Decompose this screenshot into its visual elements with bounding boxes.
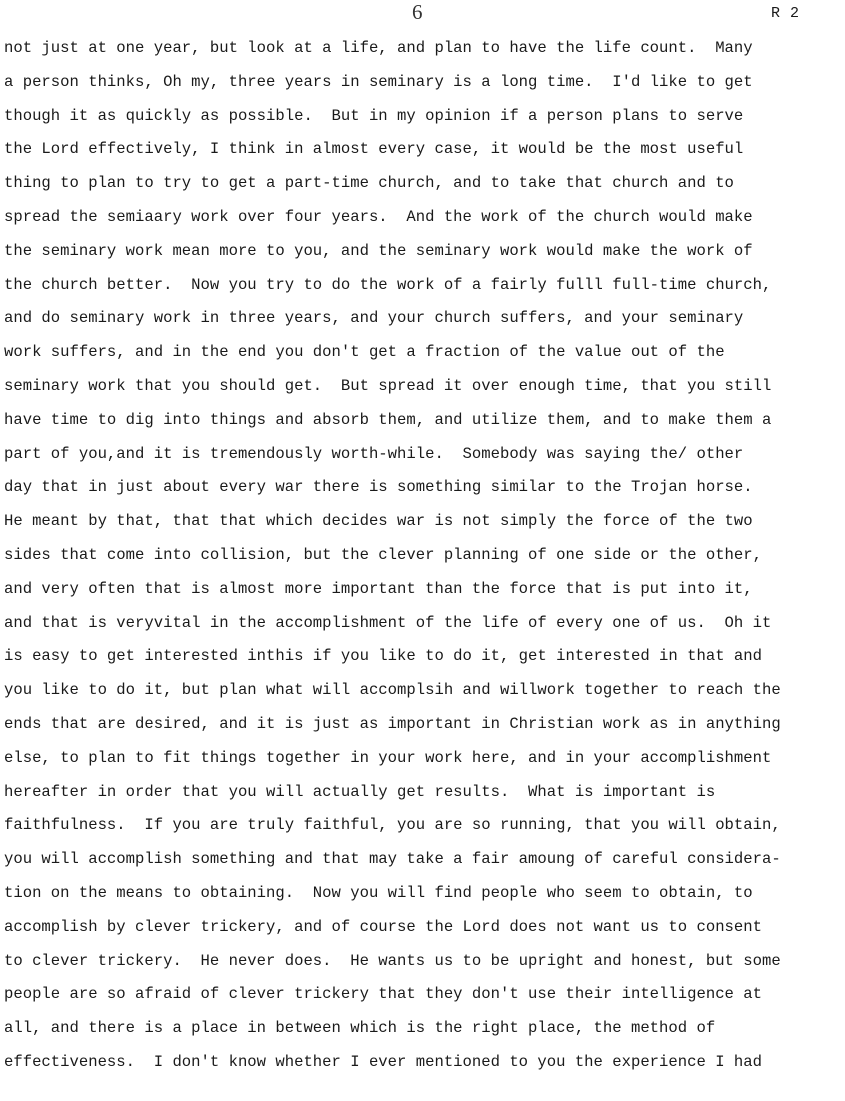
text-line: and do seminary work in three years, and your church suffers, and your seminary [4,309,744,328]
text-line: the seminary work mean more to you, and the seminary work would make the work of [4,241,753,260]
text-line: accomplish by clever trickery, and of course the Lord does not want us to consent [4,917,762,936]
text-line: seminary work that you should get. But spread it over enough time, that you still [4,376,772,395]
text-line: tion on the means to obtaining. Now you will find people who seem to obtain, to [4,883,753,902]
text-line: effectiveness. I don't know whether I ever mentioned to you the experience I had [4,1052,762,1071]
text-line: part of you,and it is tremendously worth-while. Somebody was saying the/ other [4,444,744,463]
text-line: the church better. Now you try to do the work of a fairly fulll full-time church, [4,275,772,294]
text-line: day that in just about every war there is something similar to the Trojan horse. [4,478,753,497]
text-line: have time to dig into things and absorb them, and utilize them, and to make them a [4,410,772,429]
text-line: all, and there is a place in between which is the right place, the method of [4,1019,716,1038]
text-line: people are so afraid of clever trickery that they don't use their intelligence at [4,985,762,1004]
transcript-body [4,37,840,1085]
text-line: thing to plan to try to get a part-time church, and to take that church and to [4,174,734,193]
text-line: not just at one year, but look at a life, and plan to have the life count. Many [4,39,753,57]
text-line: the Lord effectively, I think in almost every case, it would be the most useful [4,140,744,159]
text-line: sides that come into collision, but the clever planning of one side or the other, [4,545,762,564]
text-line: and very often that is almost more important than the force that is put into it, [4,579,753,598]
page-number: 6 [412,0,423,24]
text-line: work suffers, and in the end you don't get a fraction of the value out of the [4,343,725,362]
text-line: spread the semiaary work over four years. And the work of the church would make [4,207,753,226]
text-line: is easy to get interested inthis if you like to do it, get interested in that and [4,647,762,666]
text-line: you like to do it, but plan what will accomplsih and willwork together to reach the [4,681,781,700]
section-label: R 2 [771,5,800,22]
text-line: and that is veryvital in the accomplishment of the life of every one of us. Oh it [4,613,772,632]
text-line: to clever trickery. He never does. He wants us to be upright and honest, but some [4,951,781,970]
text-line: ends that are desired, and it is just as important in Christian work as in anything [4,714,781,733]
text-line: though it as quickly as possible. But in my opinion if a person plans to serve [4,106,744,125]
text-line: a person thinks, Oh my, three years in seminary is a long time. I'd like to get [4,72,753,91]
text-line: faithfulness. If you are truly faithful, you are so running, that you will obtain, [4,816,781,835]
text-line: hereafter in order that you will actually get results. What is important is [4,782,716,801]
text-line: He meant by that, that that which decides war is not simply the force of the two [4,512,753,531]
text-line: else, to plan to fit things together in your work here, and in your accomplishment [4,748,772,767]
text-line: you will accomplish something and that may take a fair amoung of careful considera- [4,850,781,869]
